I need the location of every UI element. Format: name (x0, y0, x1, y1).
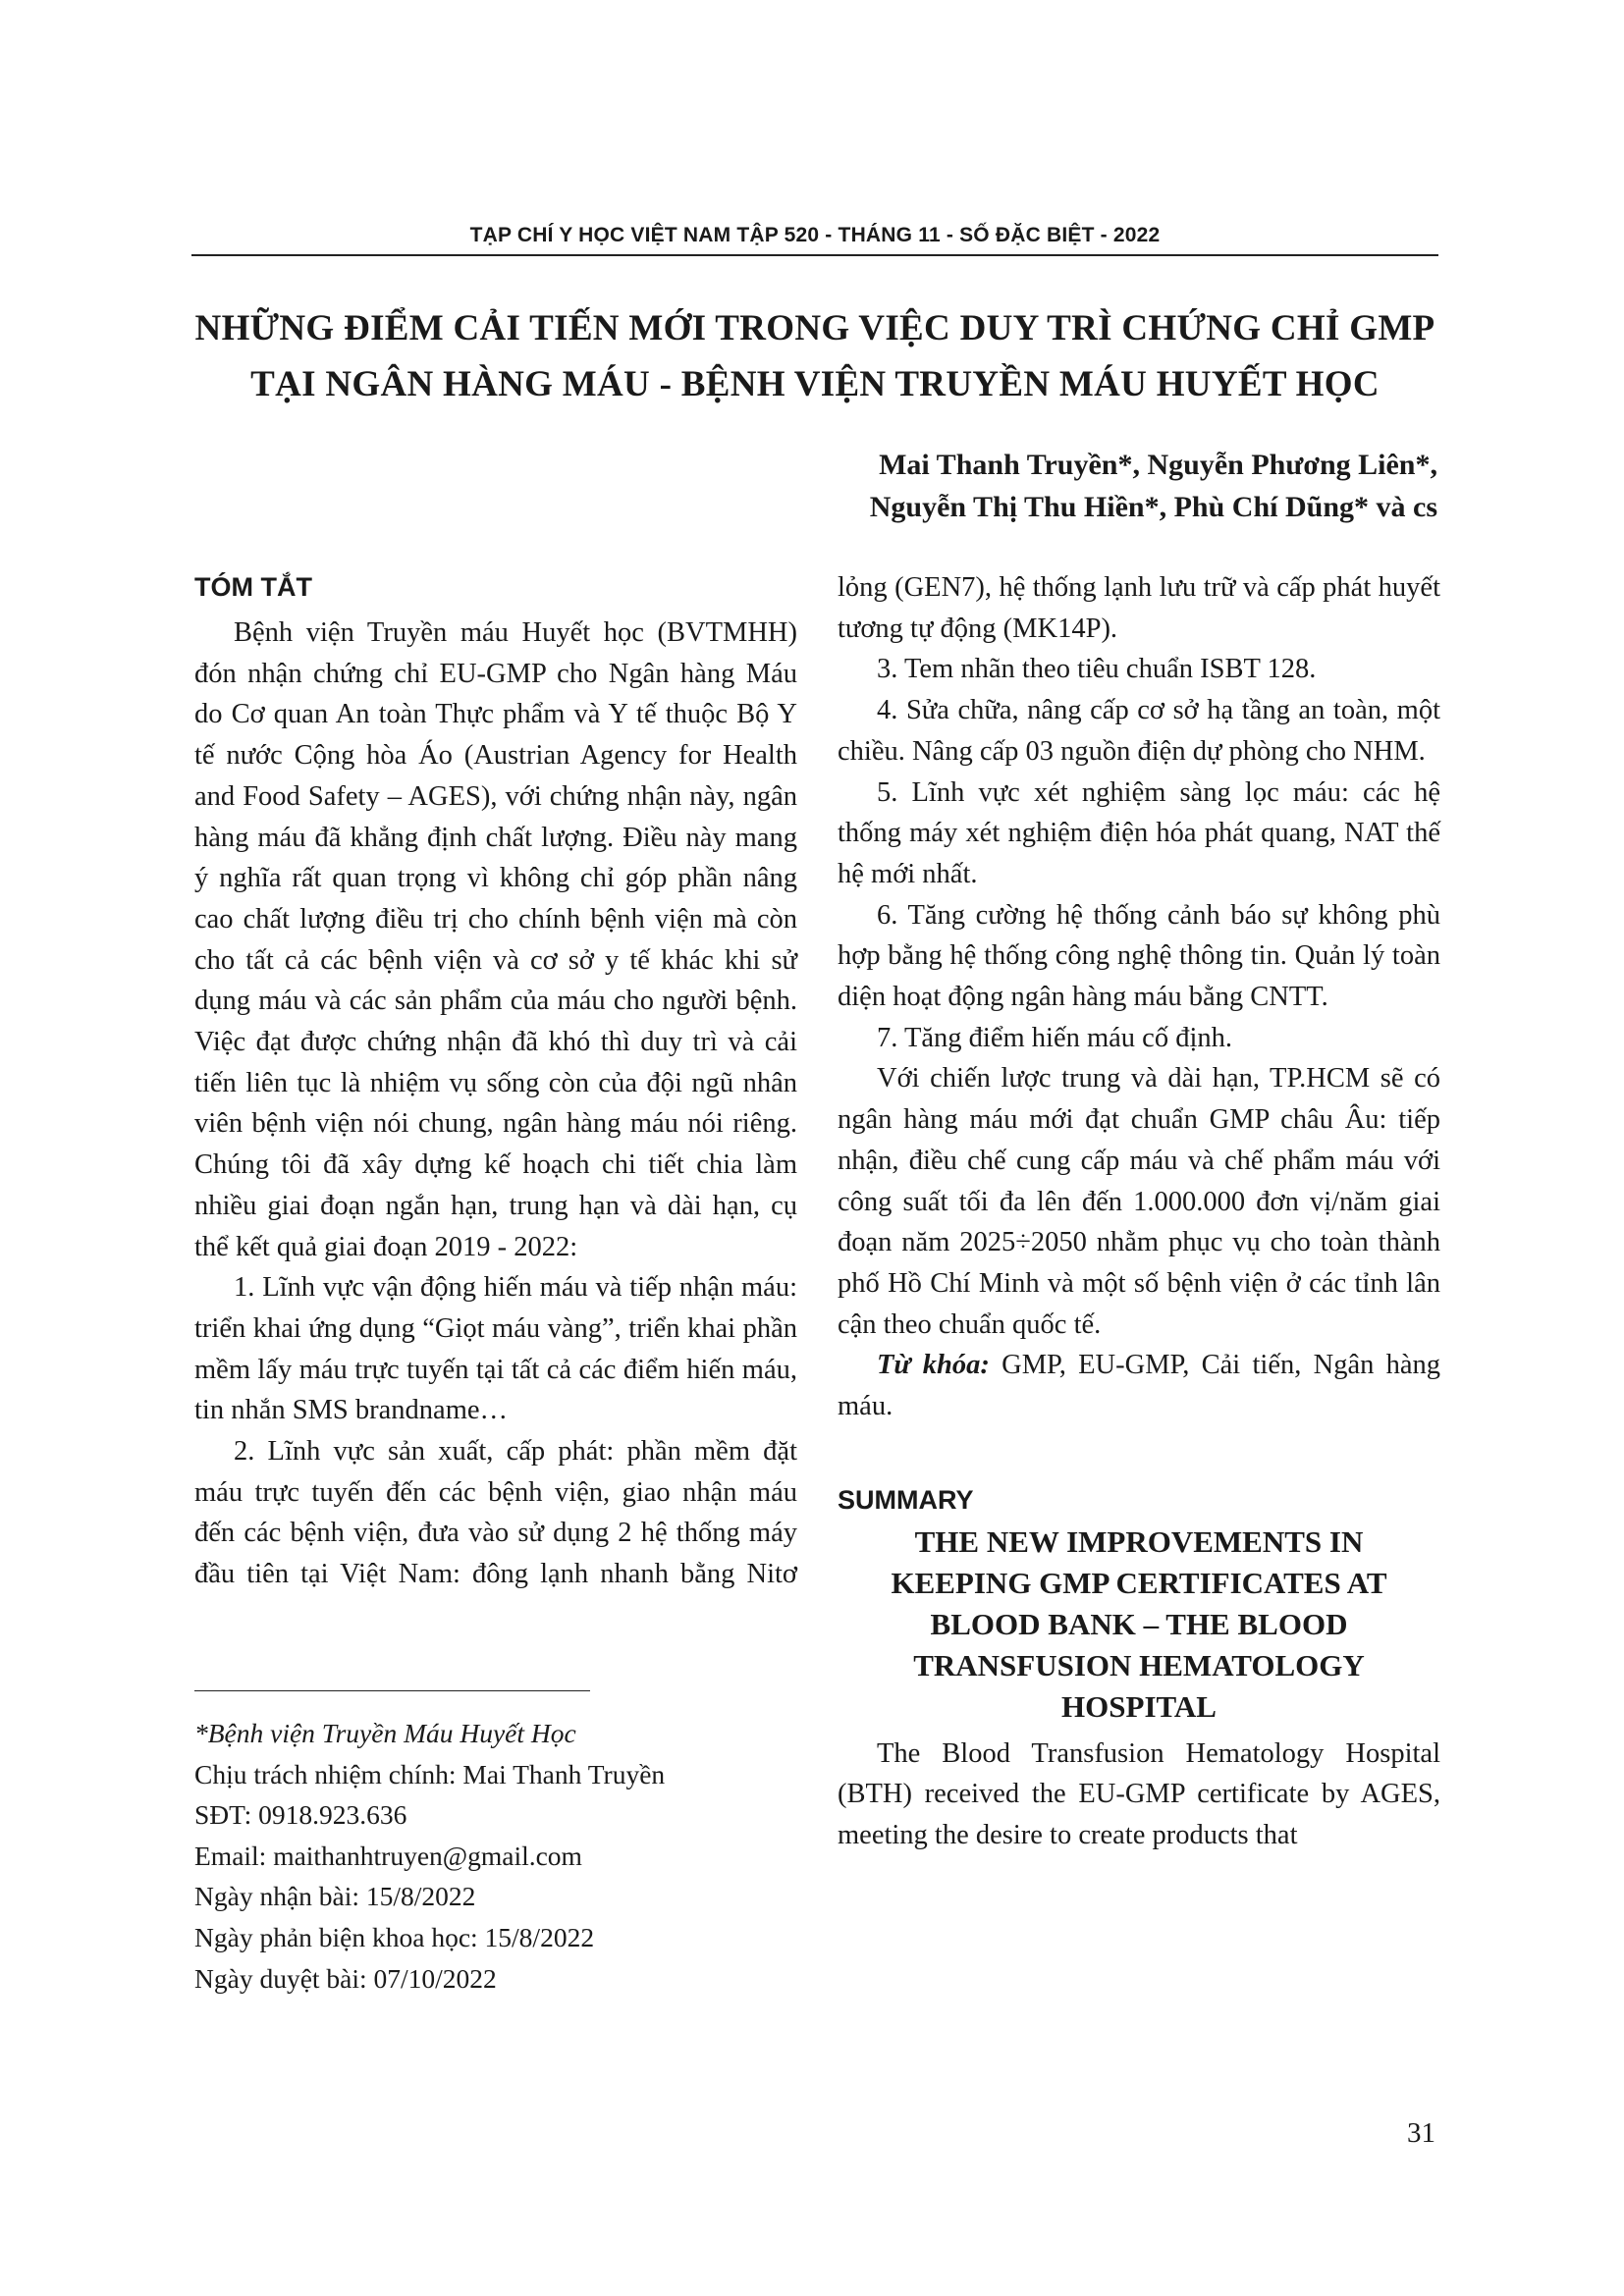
english-title-line-4: TRANSFUSION HEMATOLOGY (913, 1647, 1365, 1682)
abstract-strategy: Với chiến lược trung và dài hạn, TP.HCM sẽ có ngân hàng máu mới đạt chuẩn GMP châu Âu: tiếp nhận, điều chế cung cấp máu và chế phẩm máu với công suất tối đa lên đến 1.000.000 đơn vị/năm giai đoạn năm 2025÷2050 nhằm phục vụ cho toàn thành phố Hồ Chí Minh và một số bệnh viện ở các tỉnh lân cận theo chuẩn quốc tế. (838, 1063, 1440, 1340)
footnote-email: Email: maithanhtruyen@gmail.com (194, 1840, 582, 1871)
abstract-item-3: 3. Tem nhãn theo tiêu chuẩn ISBT 128. (877, 654, 1317, 685)
footnote-rule (194, 1690, 590, 1691)
running-header: TẠP CHÍ Y HỌC VIỆT NAM TẬP 520 - THÁNG 11 - SỐ ĐẶC BIỆT - 2022 (469, 224, 1161, 246)
footnote-responsible: Chịu trách nhiệm chính: Mai Thanh Truyền (194, 1758, 666, 1789)
abstract-heading: TÓM TẮT (194, 572, 312, 602)
english-title-line-1: THE NEW IMPROVEMENTS IN (914, 1523, 1364, 1559)
title-line-1: NHỮNG ĐIỂM CẢI TIẾN MỚI TRONG VIỆC DUY TRÌ CHỨNG CHỈ GMP (194, 308, 1435, 348)
header-rule (191, 254, 1438, 256)
abstract-item-2-continued: lỏng (GEN7), hệ thống lạnh lưu trữ và cấp phát huyết tương tự động (MK14P). (838, 572, 1440, 644)
footnote-phone: SĐT: 0918.923.636 (194, 1799, 407, 1831)
footnotes (194, 1713, 803, 1999)
footnote-affiliation: *Bệnh viện Truyền Máu Huyết Học (194, 1718, 576, 1748)
english-title-line-5: HOSPITAL (1061, 1688, 1217, 1724)
footnote-received: Ngày nhận bài: 15/8/2022 (194, 1881, 476, 1912)
english-title-line-2: KEEPING GMP CERTIFICATES AT (891, 1565, 1387, 1600)
summary-heading: SUMMARY (838, 1484, 974, 1515)
author-list (554, 444, 1437, 528)
footnote-approved: Ngày duyệt bài: 07/10/2022 (194, 1962, 497, 1994)
keywords-label: Từ khóa: (877, 1350, 990, 1381)
english-title (838, 1522, 1440, 1728)
authors-line-2: Nguyễn Thị Thu Hiền*, Phù Chí Dũng* và cs (869, 491, 1437, 523)
abstract-item-1: 1. Lĩnh vực vận động hiến máu và tiếp nhận máu: triển khai ứng dụng “Giọt máu vàng”, triển khai phần mềm lấy máu trực tuyến tại tất cả các điểm hiến máu, tin nhắn SMS brandname… (194, 1272, 797, 1426)
keywords-text: GMP, EU-GMP, Cải tiến, Ngân hàng máu. (838, 1350, 1441, 1422)
abstract-item-2: 2. Lĩnh vực sản xuất, cấp phát: phần mềm đặt máu trực tuyến đến các bệnh viện, giao nhận máu đến các bệnh viện, đưa vào sử dụng 2 hệ thống máy đầu tiên tại Việt Nam: đông lạnh nhanh bằng Nitơ (194, 1436, 797, 1590)
summary-text: The Blood Transfusion Hematology Hospital (BTH) received the EU-GMP certificate by AGES, meeting the desire to create products that (838, 1737, 1440, 1851)
keywords (838, 1345, 1440, 1426)
authors-line-1: Mai Thanh Truyền*, Nguyễn Phương Liên*, (879, 449, 1437, 481)
title-line-2: TẠI NGÂN HÀNG MÁU - BỆNH VIỆN TRUYỀN MÁU HUYẾT HỌC (250, 364, 1380, 404)
article-title (191, 300, 1438, 412)
abstract-item-7: 7. Tăng điểm hiến máu cố định. (877, 1022, 1232, 1053)
abstract-item-5: 5. Lĩnh vực xét nghiệm sàng lọc máu: các hệ thống máy xét nghiệm điện hóa phát quang, NAT thế hệ mới nhất. (838, 776, 1440, 889)
footnote-reviewed: Ngày phản biện khoa học: 15/8/2022 (194, 1921, 595, 1952)
left-column (194, 567, 797, 1595)
right-column (838, 567, 1440, 1856)
english-title-line-3: BLOOD BANK – THE BLOOD (930, 1606, 1348, 1641)
abstract-item-6: 6. Tăng cường hệ thống cảnh báo sự không phù hợp bằng hệ thống công nghệ thông tin. Quản lý toàn diện hoạt động ngân hàng máu bằng CNTT. (838, 899, 1440, 1013)
page-number: 31 (1407, 2117, 1435, 2149)
abstract-item-4: 4. Sửa chữa, nâng cấp cơ sở hạ tầng an toàn, một chiều. Nâng cấp 03 nguồn điện dự phòng cho NHM. (838, 695, 1440, 767)
abstract-intro: Bệnh viện Truyền máu Huyết học (BVTMHH) đón nhận chứng chỉ EU-GMP cho Ngân hàng Máu do Cơ quan An toàn Thực phẩm và Y tế thuộc Bộ Y tế nước Cộng hòa Áo (Austrian Agency for Health and Food Safety – AGES), với chứng nhận này, ngân hàng máu đã khẳng định chất lượng. Điều này mang ý nghĩa rất quan trọng vì không chỉ góp phần nâng cao chất lượng điều trị cho chính bệnh viện mà còn cho tất cả các bệnh viện và cơ sở y tế khác khi sử dụng máu và các sản phẩm của máu cho người bệnh. Việc đạt được chứng nhận đã khó thì duy trì và cải tiến liên tục là nhiệm vụ sống còn của đội ngũ nhân viên bệnh viện nói chung, ngân hàng máu nói riêng. Chúng tôi đã xây dựng kế hoạch chi tiết chia làm nhiều giai đoạn ngắn hạn, trung hạn và dài hạn, cụ thể kết quả giai đoạn 2019 - 2022: (194, 617, 797, 1262)
